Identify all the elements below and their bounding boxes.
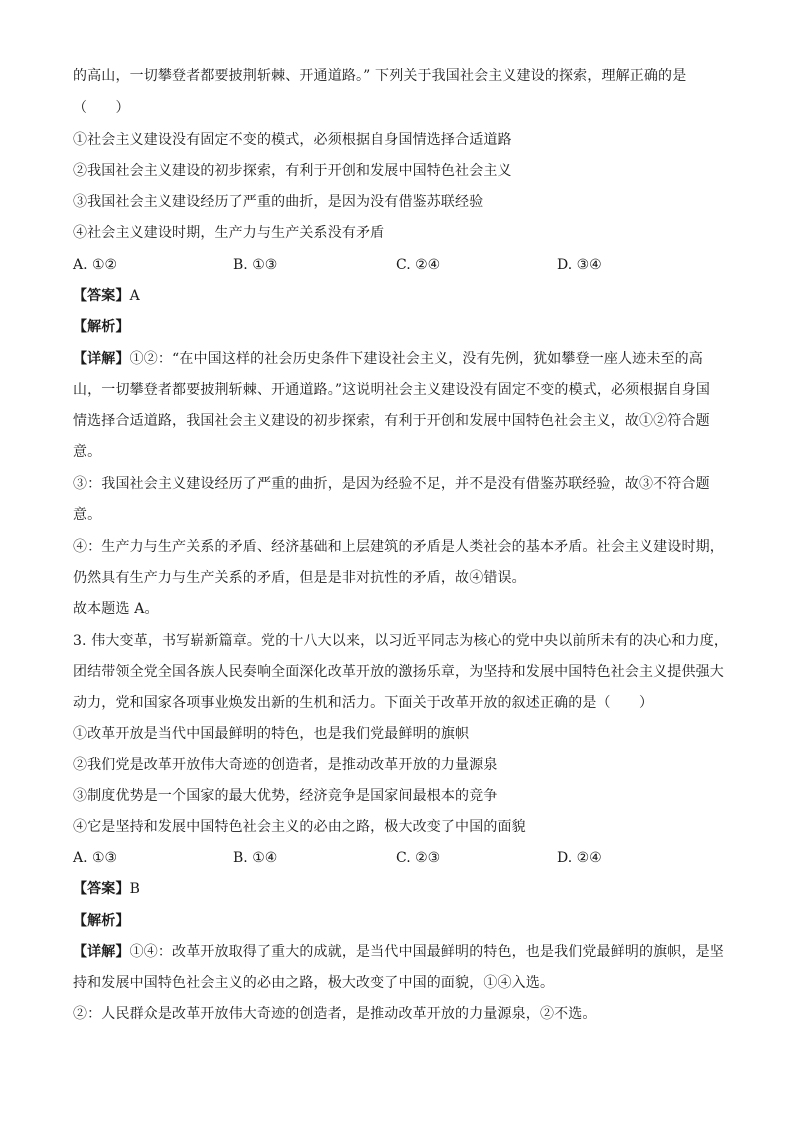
- q3-option-c: C. ②③: [396, 850, 441, 866]
- q3-analysis-tag: [73, 911, 130, 931]
- q2-detail-line-1: [73, 349, 703, 369]
- q3-item-1: ①改革开放是当代中国最鲜明的特色，也是我们党最鲜明的旗帜: [73, 726, 470, 742]
- q2-item-4: ④社会主义建设时期，生产力与生产关系没有矛盾: [73, 225, 385, 241]
- q3-option-a: A. ①③: [73, 850, 118, 866]
- q3-detail-line-3: ②：人民群众是改革开放伟大奇迹的创造者，是推动改革开放的力量源泉，②不选。: [73, 1006, 597, 1022]
- q2-conclusion: 故本题选 A。: [73, 601, 159, 617]
- q3-item-3: ③制度优势是一个国家的最大优势，经济竞争是国家间最根本的竞争: [73, 788, 498, 804]
- q2-answer-line: [73, 286, 140, 306]
- q3-answer-value: B: [129, 881, 141, 897]
- q2-option-c: C. ②④: [396, 257, 441, 273]
- detail-text: ①②：“在中国这样的社会历史条件下建设社会主义，没有先例，犹如攀登一座人迹未至的高: [129, 351, 703, 367]
- q2-stem-line: 的高山，一切攀登者都要披荆斩棘、开通道路。” 下列关于我国社会主义建设的探索，理解正确的是: [73, 68, 687, 84]
- answer-tag: 【答案】: [73, 288, 130, 304]
- q2-detail-line-2: 山，一切攀登者都要披荆斩棘、开通道路。”这说明社会主义建设没有固定不变的模式，必须根据自身国: [73, 382, 711, 398]
- q3-stem-line-1: 3. 伟大变革，书写崭新篇章。党的十八大以来，以习近平同志为核心的党中央以前所未有的决心和力度，: [73, 633, 729, 649]
- detail-tag: 【详解】: [73, 351, 130, 367]
- q2-detail-line-4: 意。: [73, 444, 102, 460]
- q3-answer-line: [73, 879, 140, 899]
- q2-detail-line-5: ③：我国社会主义建设经历了严重的曲折，是因为经验不足，并不是没有借鉴苏联经验，故③不符合题: [73, 476, 710, 492]
- q3-option-d: D. ②④: [557, 850, 602, 866]
- q2-item-3: ③我国社会主义建设经历了严重的曲折，是因为没有借鉴苏联经验: [73, 194, 484, 210]
- q2-option-b: B. ①③: [233, 257, 278, 273]
- answer-tag: 【答案】: [73, 881, 130, 897]
- q3-item-2: ②我们党是改革开放伟大奇迹的创造者，是推动改革开放的力量源泉: [73, 757, 498, 773]
- q2-detail-line-3: 情选择合适道路，我国社会主义建设的初步探索，有利于开创和发展中国特色社会主义，故①②符合题: [73, 413, 710, 429]
- q3-stem-line-2: 团结带领全党全国各族人民奏响全面深化改革开放的激扬乐章，为坚持和发展中国特色社会主义提供强大: [73, 664, 724, 680]
- analysis-tag: 【解析】: [73, 319, 130, 335]
- q3-detail-line-1: [73, 942, 724, 962]
- q2-option-d: D. ③④: [557, 257, 602, 273]
- detail-tag: 【详解】: [73, 944, 130, 960]
- q2-answer-blank: （ ）: [73, 100, 130, 116]
- analysis-tag: 【解析】: [73, 913, 130, 929]
- q2-analysis-tag: [73, 317, 130, 337]
- q2-answer-value: A: [129, 288, 140, 304]
- q2-option-a: A. ①②: [73, 257, 118, 273]
- q2-detail-line-8: 仍然具有生产力与生产关系的矛盾，但是是非对抗性的矛盾，故④错误。: [73, 570, 526, 586]
- q3-option-b: B. ①④: [233, 850, 278, 866]
- detail-text: ①④：改革开放取得了重大的成就，是当代中国最鲜明的特色，也是我们党最鲜明的旗帜，是坚: [129, 944, 724, 960]
- q2-item-1: ①社会主义建设没有固定不变的模式，必须根据自身国情选择合适道路: [73, 132, 512, 148]
- q3-item-4: ④它是坚持和发展中国特色社会主义的必由之路，极大改变了中国的面貌: [73, 819, 526, 835]
- q2-detail-line-6: 意。: [73, 507, 102, 523]
- q3-detail-line-2: 持和发展中国特色社会主义的必由之路，极大改变了中国的面貌，①④入选。: [73, 975, 555, 991]
- q2-item-2: ②我国社会主义建设的初步探索，有利于开创和发展中国特色社会主义: [73, 163, 512, 179]
- q2-detail-line-7: ④：生产力与生产关系的矛盾、经济基础和上层建筑的矛盾是人类社会的基本矛盾。社会主义建设时期，: [73, 539, 724, 555]
- q3-stem-line-3: 动力，党和国家各项事业焕发出新的生机和活力。下面关于改革开放的叙述正确的是（ ）: [73, 695, 654, 711]
